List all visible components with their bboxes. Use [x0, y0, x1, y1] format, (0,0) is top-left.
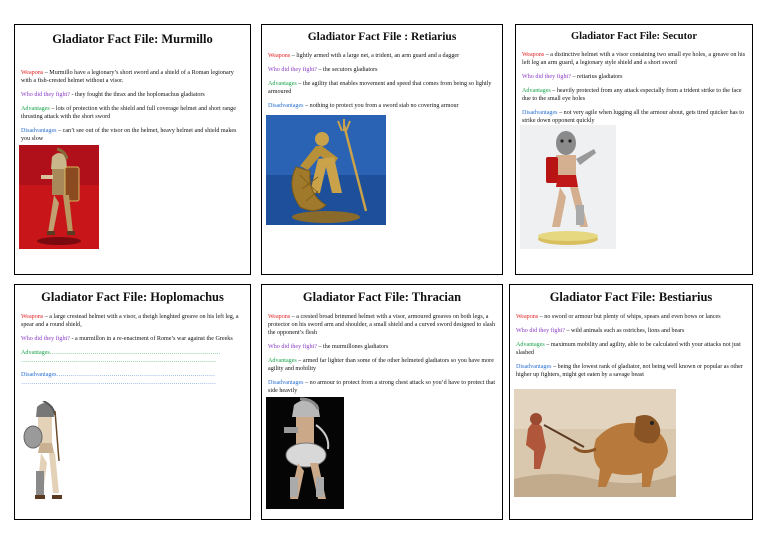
card-title: Gladiator Fact File : Retiarius — [307, 31, 457, 43]
fight-row — [268, 66, 496, 74]
fight-text: – wild animals such as ostriches, lions and bears — [564, 327, 685, 334]
weapons-text: – a large crestead helmet with a visor, a theigh lenghted greave on his left leg, a spear and a round shield, — [21, 313, 239, 328]
weapons-label: Weapons — [516, 313, 539, 320]
weapons-text: – lightly armed with a large net, a trident, an arm guard and a dagger — [290, 52, 460, 59]
card-title: Gladiator Fact File: Murmillo — [52, 32, 213, 46]
fight-row — [268, 343, 496, 351]
disadvantages-label: Disadvantages — [21, 127, 57, 134]
weapons-text: – Murmillo have a legionary’s short sword and a shield of a Roman legionary with a fish-crested helmet without a visor. — [21, 69, 234, 84]
advantages-label: Advantages — [21, 349, 50, 356]
fight-text: - a murmillon in a re-enactment of Rome’s war against the Greeks — [69, 335, 233, 342]
murmillo-figurine-image — [19, 145, 99, 249]
disadvantages-row — [268, 379, 496, 395]
disadvantages-row — [21, 127, 244, 143]
weapons-row — [268, 313, 496, 337]
fight-text: – retiarius gladiators — [570, 73, 623, 80]
card-title: Gladiator Fact File: Bestiarius — [549, 290, 713, 304]
weapons-row — [268, 52, 496, 60]
disadvantages-row — [268, 102, 496, 110]
fight-row — [21, 335, 244, 343]
advantages-label: Advantages — [268, 80, 297, 87]
fight-label: Who did they fight? — [268, 343, 317, 350]
fight-label: Who did they fight? — [516, 327, 565, 334]
advantages-blank-lines: ………………………………………………………………………… …………………………………………………………………………………… — [21, 349, 221, 364]
weapons-text: – a crested broad brimmed helmet with a visor, armoured greaves on both legs, a protector on his sword arm and shoulder, a small shield and a curved sword designed to slash the opponent’s flesh — [268, 313, 496, 336]
disadvantages-label: Disadvantages — [268, 102, 304, 109]
advantages-row — [21, 105, 244, 121]
fact-file-retiarius — [261, 24, 503, 275]
advantages-text: – armed far lighter than some of the other helmeted gladiators so you have more agility and mobility — [268, 357, 494, 372]
weapons-row — [516, 313, 746, 321]
weapons-label: Weapons — [21, 69, 44, 76]
fight-label: Who did they fight? — [268, 66, 317, 73]
card-title: Gladiator Fact File: Hoplomachus — [41, 290, 224, 304]
fact-file-bestiarius — [509, 284, 753, 520]
advantages-row — [21, 349, 244, 365]
fight-text: – the secutors gladiators — [316, 66, 378, 73]
fight-row — [516, 327, 746, 335]
card-title: Gladiator Fact File: Secutor — [570, 31, 698, 42]
advantages-row — [268, 357, 496, 373]
advantages-label: Advantages — [21, 105, 50, 112]
fact-file-hoplomachus — [14, 284, 251, 520]
fight-text: – the murmillones gladiators — [316, 343, 389, 350]
fight-row — [522, 73, 746, 81]
fight-label: Who did they fight? — [522, 73, 571, 80]
advantages-text: – the agility that enables movement and speed that comes from being so lightly armoured — [268, 80, 492, 95]
card-title: Gladiator Fact File: Thracian — [302, 290, 462, 304]
disadvantages-text: – can’t see out of the visor on the helmet, heavy helmet and shield makes you slow — [21, 127, 237, 142]
advantages-text: – heavily protected from any attack especially from a trident strike to the face due to the small eye holes — [522, 87, 742, 102]
weapons-label: Weapons — [268, 52, 291, 59]
retiarius-statue-image — [266, 115, 386, 225]
fight-row — [21, 91, 244, 99]
advantages-label: Advantages — [522, 87, 551, 94]
disadvantages-text: – not very agile when lugging all the armour about, gets tired quicker has to strike down opponent quickly — [522, 109, 745, 124]
advantages-row — [522, 87, 746, 103]
fact-file-thracian — [261, 284, 503, 520]
weapons-text: – a distinctive helmet with a visor containing two small eye holes, a greave on his left leg an arm guard, a legionary style shield and a short sword — [522, 51, 746, 66]
disadvantages-blank-lines: …………………………………………………………………… …………………………………………………………………………………… — [21, 371, 216, 386]
weapons-row — [21, 69, 244, 85]
fight-label: Who did they fight? — [21, 91, 70, 98]
disadvantages-text: – nothing to protect you from a sword stab no covering armour — [303, 102, 459, 109]
advantages-row — [516, 341, 746, 357]
weapons-text: – no sword or armour but plenty of whips, spears and even bows or lances — [538, 313, 721, 320]
disadvantages-text: – no armour to protect from a strong chest attack so you’d have to protect that side heavily — [268, 379, 496, 394]
fight-label: Who did they fight? — [21, 335, 70, 342]
advantages-label: Advantages — [268, 357, 297, 364]
advantages-label: Advantages — [516, 341, 545, 348]
bestiarius-mosaic-image — [514, 389, 676, 497]
weapons-label: Weapons — [21, 313, 44, 320]
fact-file-murmillo — [14, 24, 251, 275]
disadvantages-row — [522, 109, 746, 125]
disadvantages-text: – being the lowest rank of gladiator, not being well known or popular as other higher up fighters, might get eaten by a savage beast — [516, 363, 743, 378]
disadvantages-label: Disadvantages — [522, 109, 558, 116]
advantages-text: – lots of protection with the shield and full coverage helmet and short range thrusting attack with the short sword — [21, 105, 236, 120]
hoplomachus-figure-image — [21, 401, 67, 511]
disadvantages-label: Disadvantages — [268, 379, 304, 386]
weapons-row — [21, 313, 244, 329]
disadvantages-row — [21, 371, 244, 387]
weapons-row — [522, 51, 746, 67]
disadvantages-label: Disadvantages — [21, 371, 57, 378]
disadvantages-label: Disadvantages — [516, 363, 552, 370]
fact-file-secutor — [515, 24, 753, 275]
weapons-label: Weapons — [522, 51, 545, 58]
disadvantages-row — [516, 363, 746, 379]
thracian-figure-image — [266, 397, 344, 509]
secutor-figurine-image — [520, 125, 616, 249]
weapons-label: Weapons — [268, 313, 291, 320]
advantages-row — [268, 80, 496, 96]
advantages-text: – maximum mobility and agility, able to be calculated with your attacks not just slashed — [516, 341, 741, 356]
fight-text: - they fought the thrax and the hoplomachus gladiators — [69, 91, 205, 98]
